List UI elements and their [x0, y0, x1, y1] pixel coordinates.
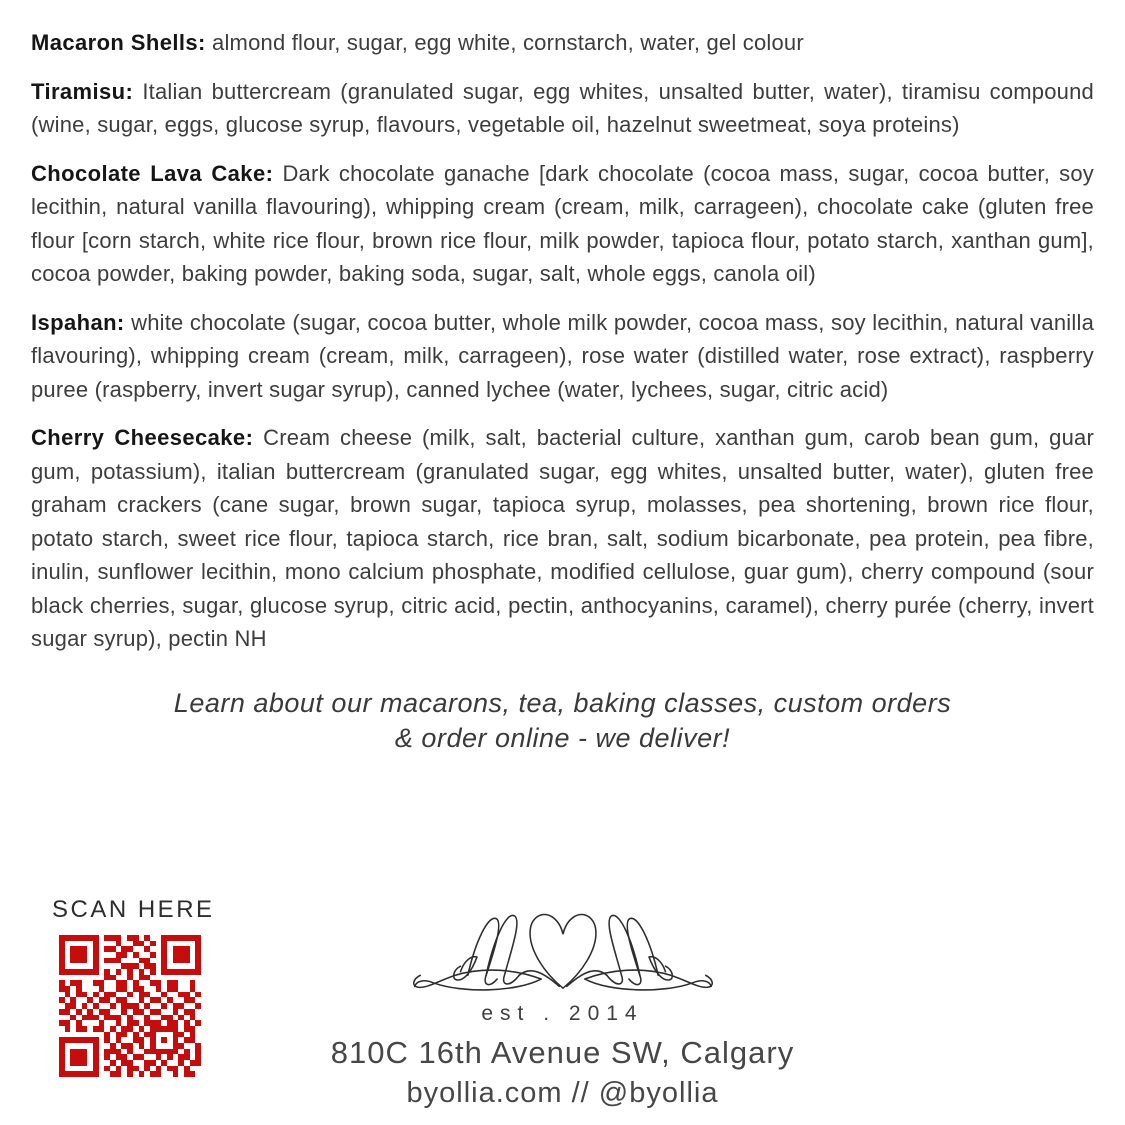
- ingredient-title: Ispahan:: [31, 309, 125, 335]
- heart-icon: [530, 914, 596, 988]
- ingredient-text: Cream cheese (milk, salt, bacterial culture, xanthan gum, carob bean gum, guar gum, potassium), italian buttercream (granulated sugar, egg whites, unsalted butter, water), gluten free graham crackers (cane sugar, brown sugar, tapioca syrup, molasses, pea shortening, brown rice flour, potato starch, sweet rice flour, tapioca starch, rice bran, salt, sodium bicarbonate, pea protein, pea fibre, inulin, sunflower lecithin, mono calcium phosphate, modified cellulose, guar gum), cherry compound (sour black cherries, sugar, glucose syrup, citric acid, pectin, anthocyanins, caramel), cherry purée (cherry, invert sugar syrup), pectin NH: [31, 425, 1094, 651]
- ingredient-text: Dark chocolate ganache [dark chocolate (cocoa mass, sugar, cocoa butter, soy lecithin, natural vanilla flavouring), whipping cream (cream, milk, carrageen), chocolate cake (gluten free flour [corn starch, white rice flour, brown rice flour, milk powder, tapioca flour, potato starch, xanthan gum], cocoa powder, baking powder, baking soda, sugar, salt, whole eggs, canola oil): [31, 160, 1095, 286]
- script-flourish-left: [413, 915, 559, 989]
- ingredient-paragraph: [31, 26, 1094, 60]
- ingredient-text: almond flour, sugar, egg white, cornstarch, water, gel colour: [212, 30, 804, 55]
- ingredient-paragraph: [31, 306, 1094, 407]
- ingredient-title: Tiramisu:: [31, 78, 134, 104]
- tagline: [0, 686, 1125, 756]
- established-year: est . 2014: [481, 1002, 644, 1025]
- ollia-script-logo: [398, 893, 728, 1001]
- ingredient-paragraph: [31, 75, 1094, 142]
- website-handle-line: byollia.com // @byollia: [406, 1077, 719, 1109]
- address-line: 810C 16th Avenue SW, Calgary: [330, 1035, 795, 1070]
- footer: [0, 893, 1125, 1110]
- ingredient-text: white chocolate (sugar, cocoa butter, whole milk powder, cocoa mass, soy lecithin, natural vanilla flavouring), whipping cream (cream, milk, carrageen), rose water (distilled water, rose extract), raspberry puree (raspberry, invert sugar syrup), canned lychee (water, lychees, sugar, citric acid): [31, 309, 1095, 402]
- script-flourish-right: [566, 915, 712, 989]
- ingredient-title: Chocolate Lava Cake:: [31, 160, 274, 186]
- ingredient-title: Cherry Cheesecake:: [31, 425, 254, 450]
- scan-here-label: SCAN HERE: [52, 896, 215, 923]
- ingredient-text: Italian buttercream (granulated sugar, egg whites, unsalted butter, water), tiramisu compound (wine, sugar, eggs, glucose syrup, flavours, vegetable oil, hazelnut sweetmeat, soya proteins): [31, 78, 1094, 137]
- ingredient-paragraph: [31, 157, 1094, 291]
- ingredient-title: Macaron Shells:: [31, 30, 206, 55]
- tagline-line1: Learn about our macarons, tea, baking classes, custom orders: [173, 687, 952, 718]
- ingredient-paragraph: [31, 421, 1094, 656]
- tagline-line2: & order online - we deliver!: [394, 722, 731, 753]
